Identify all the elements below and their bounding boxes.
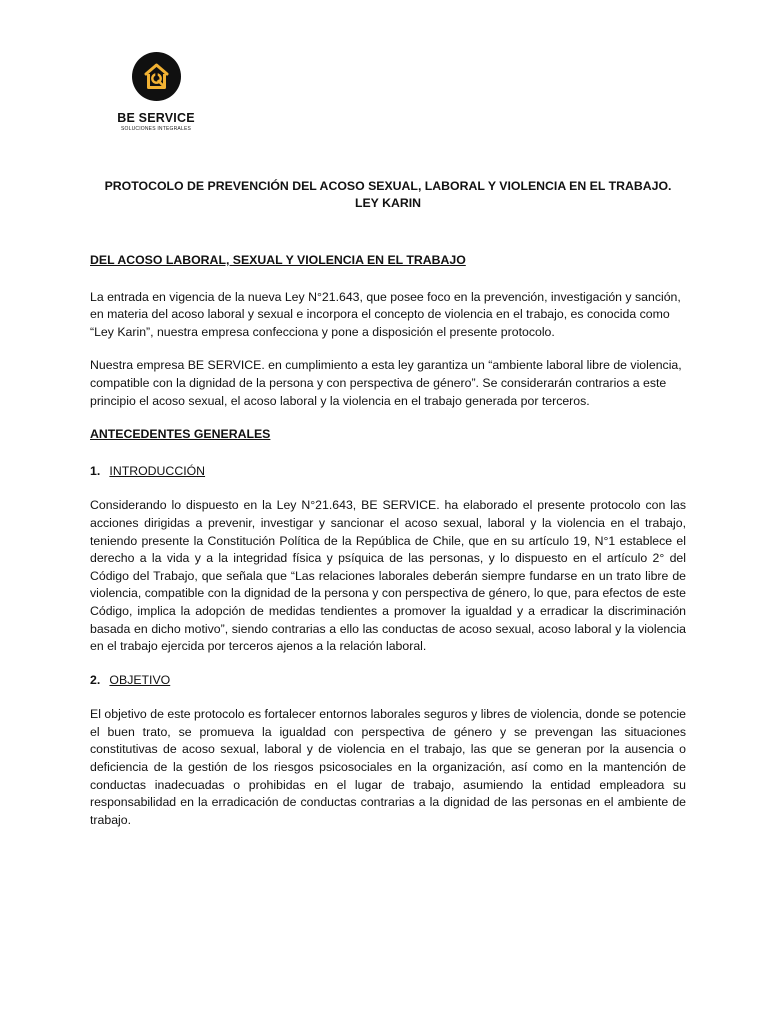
brand-tagline: SOLUCIONES INTEGRALES bbox=[120, 126, 192, 132]
document-title bbox=[90, 178, 686, 212]
section-heading-acoso: DEL ACOSO LABORAL, SEXUAL Y VIOLENCIA EN EL TRABAJO bbox=[90, 253, 466, 267]
paragraph-ley: La entrada en vigencia de la nueva Ley N°21.643, que posee foco en la prevención, investigación y sanción, en materia del acoso laboral y sexual e incorpora el concepto de violencia en el trabajo, es conocida como “Ley Karin”, nuestra empresa confecciona y pone a disposición el presente protocolo. bbox=[90, 289, 681, 339]
section-heading-antecedentes: ANTECEDENTES GENERALES bbox=[90, 427, 271, 442]
paragraph-objetivo: El objetivo de este protocolo es fortalecer entornos laborales seguros y libres de violencia, donde se potencie el buen trato, se promueva la igualdad con perspectiva de género y se prevengan las situaciones constitutivas de acoso sexual, laboral y de violencia en el trabajo, las que se generan por la ausencia o deficiencia de la gestión de los riesgos psicosociales en la organización, así como en la mantención de conductas inadecuadas o prohibidas en el lugar de trabajo, asumiendo la entidad empleadora su responsabilidad en la erradicación de conductas contrarias a la dignidad de las personas en el ambiente de trabajo. bbox=[90, 707, 686, 827]
paragraph-introduccion: Considerando lo dispuesto en la Ley N°21.643, BE SERVICE. ha elaborado el presente protocolo con las acciones dirigidas a prevenir, investigar y sancionar el acoso sexual, laboral y la violencia en el trabajo, teniendo presente la Constitución Política de la República de Chile, que en su artículo 19, N°1 establece el derecho a la vida y a la integridad física y psíquica de las personas, y lo dispuesto en el artículo 2° del Código del Trabajo, que señala que “Las relaciones laborales deberán siempre fundarse en un trato libre de violencia, compatible con la dignidad de la persona y con perspectiva de género, lo que, para efectos de este Código, implica la adopción de medidas tendientes a promover la igualdad y a erradicar la discriminación basada en dicho motivo”, siendo contrarias a ello las conductas de acoso sexual, acoso laboral y la violencia en el trabajo ejercida por terceros ajenos a la relación laboral. bbox=[90, 498, 686, 654]
heading-objetivo bbox=[90, 672, 686, 690]
paragraph-empresa: Nuestra empresa BE SERVICE. en cumplimiento a esta ley garantiza un “ambiente laboral libre de violencia, compatible con la dignidad de la persona y con perspectiva de género”. Se considerarán contrarios a este principio el acoso sexual, el acoso laboral y la violencia en el trabajo generada por terceros. bbox=[90, 358, 682, 408]
brand-name: BE SERVICE bbox=[117, 111, 195, 125]
heading-number: 2. bbox=[90, 672, 101, 687]
house-wrench-icon bbox=[132, 52, 181, 101]
company-logo bbox=[110, 52, 202, 133]
heading-label: OBJETIVO bbox=[109, 672, 171, 687]
document-body bbox=[90, 252, 686, 845]
heading-label: INTRODUCCIÓN bbox=[109, 463, 206, 478]
title-line-2: LEY KARIN bbox=[354, 196, 422, 210]
heading-introduccion bbox=[90, 463, 686, 481]
title-line-1: PROTOCOLO DE PREVENCIÓN DEL ACOSO SEXUAL, LABORAL Y VIOLENCIA EN EL TRABAJO. bbox=[104, 179, 672, 193]
heading-number: 1. bbox=[90, 463, 101, 478]
